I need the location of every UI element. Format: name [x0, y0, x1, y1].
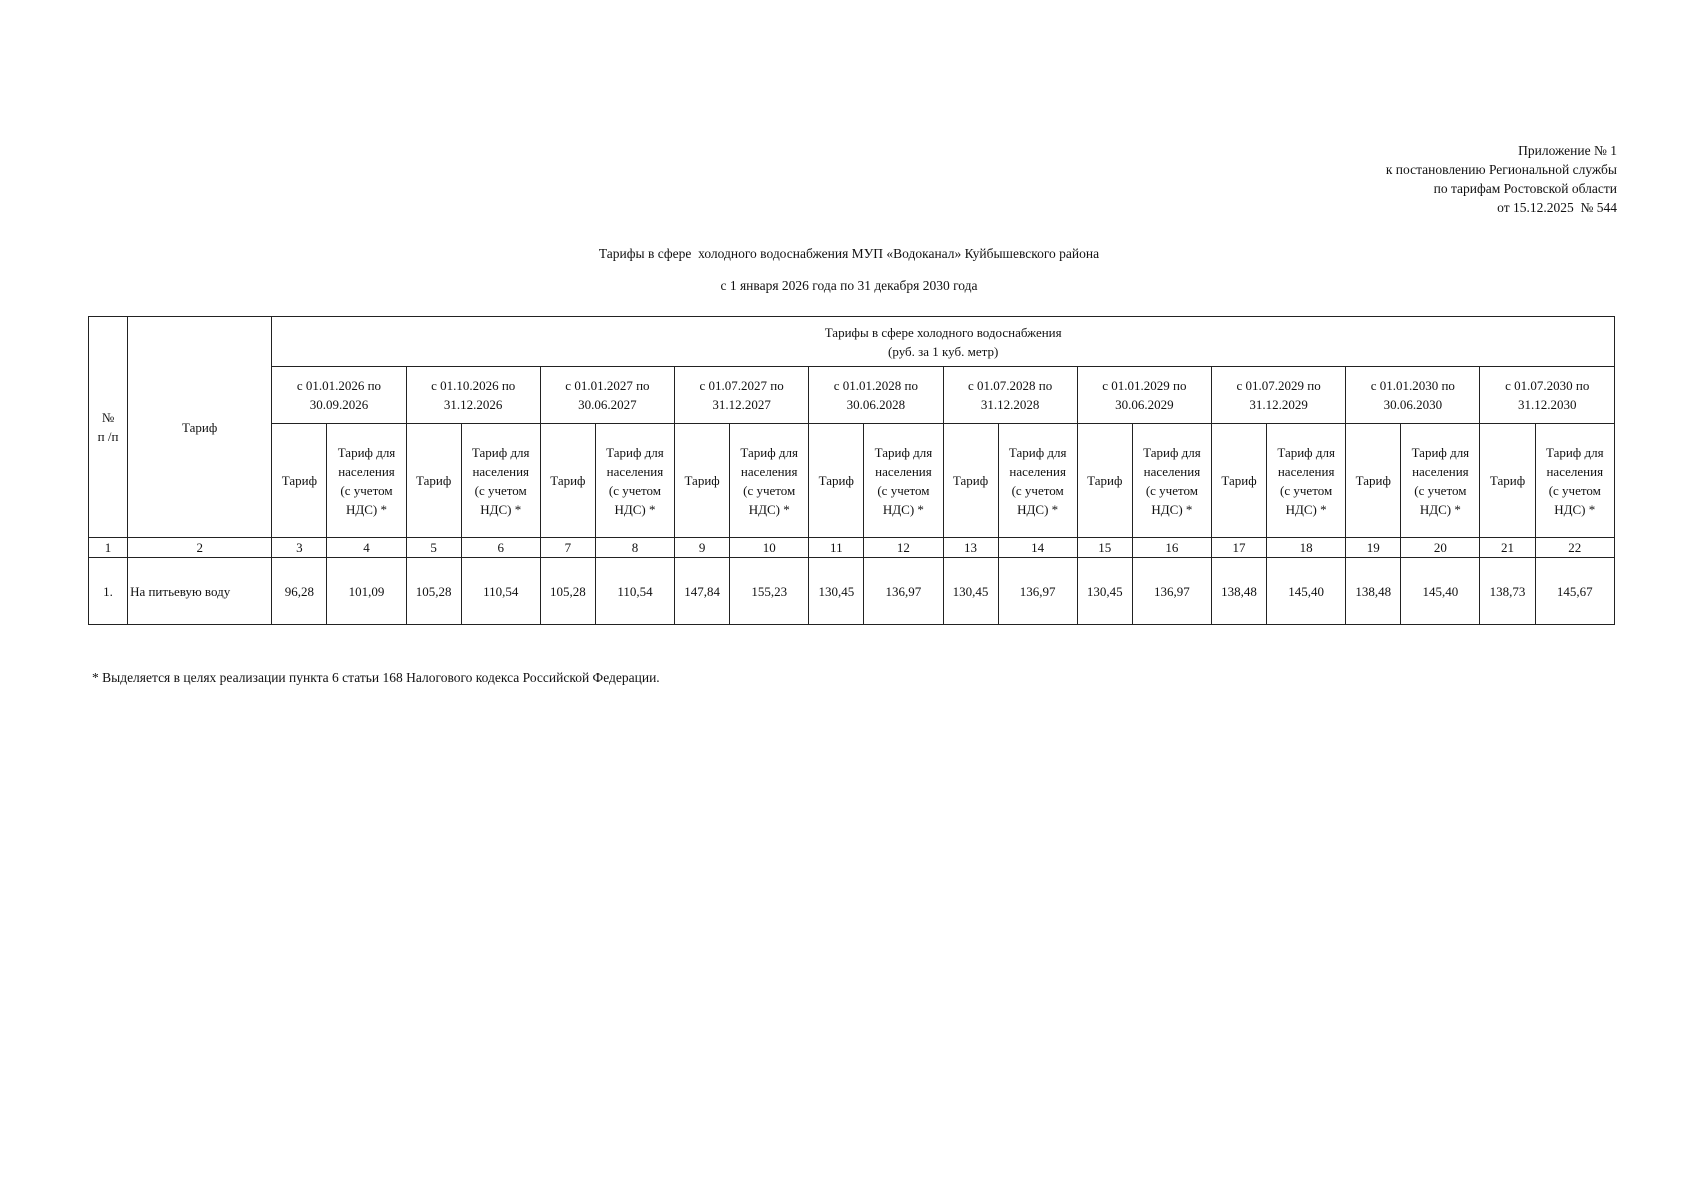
subheader-population-tariff: Тариф для населения (с учетом НДС) * — [1132, 424, 1211, 538]
subheader-population-tariff: Тариф для населения (с учетом НДС) * — [327, 424, 406, 538]
population-tariff-value: 145,67 — [1535, 558, 1614, 625]
table-row — [89, 558, 1615, 625]
period-header: с 01.07.2029 по 31.12.2029 — [1211, 367, 1345, 424]
subheader-tariff: Тариф — [540, 424, 595, 538]
subheader-population-tariff: Тариф для населения (с учетом НДС) * — [461, 424, 540, 538]
tariff-value: 138,73 — [1480, 558, 1535, 625]
row-name: На питьевую воду — [128, 558, 272, 625]
column-number: 10 — [730, 538, 809, 558]
period-header: с 01.07.2030 по 31.12.2030 — [1480, 367, 1615, 424]
period-header: с 01.07.2028 по 31.12.2028 — [943, 367, 1077, 424]
subheader-population-tariff: Тариф для населения (с учетом НДС) * — [730, 424, 809, 538]
column-number-row — [89, 538, 1615, 558]
period-header: с 01.01.2026 по 30.09.2026 — [272, 367, 406, 424]
subheader-population-tariff: Тариф для населения (с учетом НДС) * — [998, 424, 1077, 538]
subheader-tariff: Тариф — [1346, 424, 1401, 538]
column-number: 8 — [595, 538, 674, 558]
subheader-tariff: Тариф — [1480, 424, 1535, 538]
subheader-tariff: Тариф — [675, 424, 730, 538]
tariff-table — [88, 316, 1615, 625]
population-tariff-value: 136,97 — [1132, 558, 1211, 625]
header-tariff: Тариф — [128, 317, 272, 538]
column-number: 9 — [675, 538, 730, 558]
tariff-value: 105,28 — [406, 558, 461, 625]
document-period: с 1 января 2026 года по 31 декабря 2030 года — [720, 278, 978, 293]
column-number: 16 — [1132, 538, 1211, 558]
population-tariff-value: 145,40 — [1401, 558, 1480, 625]
appendix-block — [1386, 141, 1617, 217]
column-number: 3 — [272, 538, 327, 558]
column-number: 5 — [406, 538, 461, 558]
column-number: 22 — [1535, 538, 1614, 558]
column-number: 19 — [1346, 538, 1401, 558]
footnote: * Выделяется в целях реализации пункта 6 статьи 168 Налогового кодекса Российской Федерации. — [92, 670, 660, 685]
period-header: с 01.07.2027 по 31.12.2027 — [675, 367, 809, 424]
subheader-row — [89, 424, 1615, 538]
subheader-tariff: Тариф — [943, 424, 998, 538]
column-number: 21 — [1480, 538, 1535, 558]
tariff-value: 130,45 — [809, 558, 864, 625]
header-no: № п /п — [89, 317, 128, 538]
column-number: 6 — [461, 538, 540, 558]
period-header: с 01.10.2026 по 31.12.2026 — [406, 367, 540, 424]
period-header: с 01.01.2027 по 30.06.2027 — [540, 367, 674, 424]
subheader-tariff: Тариф — [1211, 424, 1266, 538]
population-tariff-value: 110,54 — [461, 558, 540, 625]
column-number: 7 — [540, 538, 595, 558]
header-row — [89, 317, 1615, 367]
column-number: 11 — [809, 538, 864, 558]
population-tariff-value: 145,40 — [1267, 558, 1346, 625]
column-number: 4 — [327, 538, 406, 558]
population-tariff-value: 101,09 — [327, 558, 406, 625]
subheader-population-tariff: Тариф для населения (с учетом НДС) * — [595, 424, 674, 538]
tariff-value: 130,45 — [943, 558, 998, 625]
appendix-line: по тарифам Ростовской области — [1433, 181, 1617, 196]
header-group: Тарифы в сфере холодного водоснабжения (руб. за 1 куб. метр) — [272, 317, 1615, 367]
tariff-value: 138,48 — [1211, 558, 1266, 625]
subheader-tariff: Тариф — [272, 424, 327, 538]
column-number: 18 — [1267, 538, 1346, 558]
column-number: 12 — [864, 538, 943, 558]
row-number: 1. — [89, 558, 128, 625]
appendix-line: от 15.12.2025 № 544 — [1497, 200, 1617, 215]
column-number: 20 — [1401, 538, 1480, 558]
period-row — [89, 367, 1615, 424]
subheader-tariff: Тариф — [809, 424, 864, 538]
tariff-value: 147,84 — [675, 558, 730, 625]
column-number: 13 — [943, 538, 998, 558]
period-header: с 01.01.2029 по 30.06.2029 — [1077, 367, 1211, 424]
subheader-tariff: Тариф — [1077, 424, 1132, 538]
subheader-population-tariff: Тариф для населения (с учетом НДС) * — [1267, 424, 1346, 538]
subheader-tariff: Тариф — [406, 424, 461, 538]
population-tariff-value: 136,97 — [864, 558, 943, 625]
subheader-population-tariff: Тариф для населения (с учетом НДС) * — [1535, 424, 1614, 538]
tariff-value: 96,28 — [272, 558, 327, 625]
subheader-population-tariff: Тариф для населения (с учетом НДС) * — [864, 424, 943, 538]
population-tariff-value: 136,97 — [998, 558, 1077, 625]
appendix-line: к постановлению Региональной службы — [1385, 162, 1617, 177]
population-tariff-value: 155,23 — [730, 558, 809, 625]
column-number: 14 — [998, 538, 1077, 558]
column-number: 17 — [1211, 538, 1266, 558]
tariff-value: 138,48 — [1346, 558, 1401, 625]
column-number: 15 — [1077, 538, 1132, 558]
appendix-line: Приложение № 1 — [1518, 143, 1617, 158]
tariff-value: 105,28 — [540, 558, 595, 625]
document-title: Тарифы в сфере холодного водоснабжения МУП «Водоканал» Куйбышевского района — [598, 246, 1100, 261]
column-number: 1 — [89, 538, 128, 558]
period-header: с 01.01.2028 по 30.06.2028 — [809, 367, 943, 424]
period-header: с 01.01.2030 по 30.06.2030 — [1346, 367, 1480, 424]
population-tariff-value: 110,54 — [595, 558, 674, 625]
subheader-population-tariff: Тариф для населения (с учетом НДС) * — [1401, 424, 1480, 538]
column-number: 2 — [128, 538, 272, 558]
tariff-value: 130,45 — [1077, 558, 1132, 625]
